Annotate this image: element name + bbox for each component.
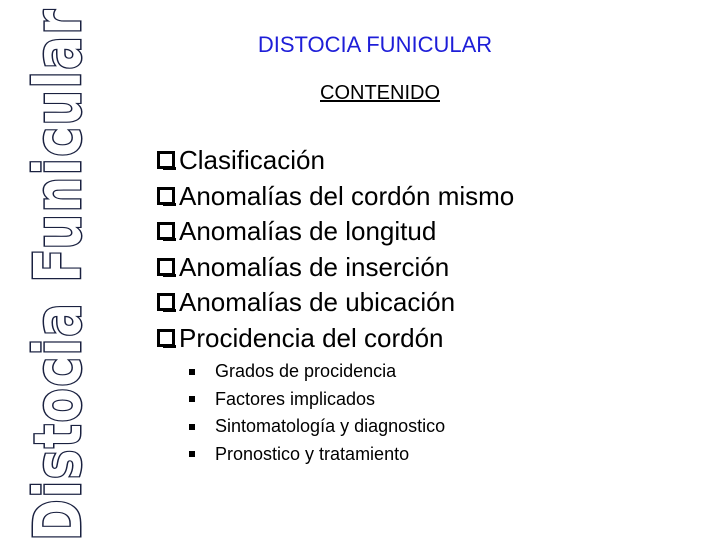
filled-square-bullet-icon — [189, 424, 195, 430]
list-item — [156, 321, 514, 357]
list-item-label: Procidencia del cordón — [179, 322, 444, 353]
contents-list — [156, 143, 514, 356]
sub-list-item — [187, 358, 445, 386]
section-heading — [160, 82, 600, 105]
hollow-square-bullet-icon — [156, 150, 177, 171]
filled-square-bullet-icon — [189, 396, 195, 402]
list-item — [156, 250, 514, 286]
sub-list-item — [187, 386, 445, 414]
list-item-label: Anomalías de ubicación — [179, 287, 456, 317]
hollow-square-bullet-icon — [156, 292, 177, 313]
list-item-label: Anomalías de longitud — [179, 216, 437, 246]
sub-list-item — [187, 441, 445, 469]
list-item-label: Clasificación — [179, 145, 325, 175]
sub-list-item-label: Grados de procidencia — [215, 361, 397, 381]
sub-list-item-label: Sintomatología y diagnostico — [215, 416, 446, 436]
list-item — [156, 214, 514, 250]
list-item — [156, 179, 514, 215]
sub-list-item-label: Pronostico y tratamiento — [215, 443, 410, 464]
hollow-square-bullet-icon — [156, 186, 177, 207]
list-item — [156, 143, 514, 179]
vertical-title-text: Distocia Funicular — [22, 8, 96, 541]
list-item-label: Anomalías de inserción — [179, 251, 450, 282]
hollow-square-bullet-icon — [156, 221, 177, 242]
hollow-square-bullet-icon — [156, 328, 177, 349]
hollow-square-bullet-icon — [156, 257, 177, 278]
sub-list-item-label: Factores implicados — [215, 388, 376, 409]
section-heading-text: CONTENIDO — [320, 82, 440, 104]
filled-square-bullet-icon — [189, 369, 195, 375]
list-item-label: Anomalías del cordón mismo — [179, 180, 515, 211]
subtopics-list — [187, 358, 445, 468]
vertical-title — [14, 8, 104, 541]
page-title: DISTOCIA FUNICULAR — [257, 32, 493, 57]
filled-square-bullet-icon — [189, 451, 195, 457]
sub-list-item — [187, 413, 445, 441]
list-item — [156, 285, 514, 321]
